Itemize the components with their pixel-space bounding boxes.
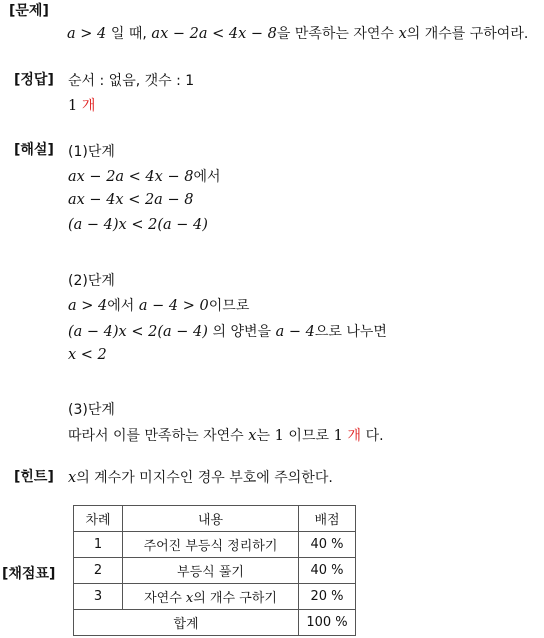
step2-line1-text1: 에서 (107, 298, 135, 314)
rubric-header-content: 내용 (123, 506, 299, 532)
problem-label: [문제] (9, 3, 49, 19)
step2-line1-math1: a > 4 (68, 298, 108, 314)
rubric-row-points: 20 % (299, 584, 356, 610)
rubric-row-step: 2 (74, 558, 123, 584)
hint-text (68, 467, 333, 487)
answer-label: [정답] (14, 72, 54, 88)
answer-number: 1 (68, 98, 78, 114)
step2-line2-math2: a − 4 (275, 324, 315, 340)
step2-title: (2)단계 (68, 273, 115, 289)
rubric-header-step: 차례 (74, 506, 123, 532)
problem-math-variable: x (398, 26, 407, 42)
step3-text-end: 다. (365, 428, 384, 444)
answer-line-order-count: 순서 : 없음, 갯수 : 1 (68, 73, 195, 89)
rubric-table (73, 505, 356, 636)
step2-line3: x < 2 (68, 347, 107, 363)
step1-line1-text: 에서 (193, 169, 221, 185)
problem-text-satisfying: 을 만족하는 자연수 (276, 26, 394, 42)
rubric-total-points: 100 % (299, 610, 356, 636)
hint-label: [힌트] (14, 469, 54, 485)
problem-math-condition: a > 4 (67, 26, 107, 42)
problem-math-inequality: ax − 2a < 4x − 8 (151, 26, 277, 42)
rubric-label: [채점표] (2, 566, 56, 582)
problem-statement (67, 23, 528, 43)
step3-text-therefore: 따라서 이를 만족하는 자연수 (68, 428, 244, 444)
step3-math-variable: x (248, 428, 257, 444)
step2-line2 (68, 321, 387, 341)
rubric-row-content: 부등식 풀기 (123, 558, 299, 584)
step3-line1 (68, 425, 384, 445)
step2-line1 (68, 295, 249, 315)
step3-text-so: 이므로 (288, 428, 329, 444)
rubric-row-points: 40 % (299, 558, 356, 584)
step1-line2: ax − 4x < 2a − 8 (68, 192, 194, 208)
explanation-label: [해설] (14, 142, 54, 158)
rubric-row (74, 584, 356, 610)
rubric-row-content (123, 584, 299, 610)
rubric-content-pre: 자연수 (144, 591, 182, 606)
step1-line3: (a − 4)x < 2(a − 4) (68, 217, 208, 233)
answer-unit: 개 (81, 98, 96, 114)
rubric-content-math: x (185, 591, 194, 606)
step1-line1 (68, 166, 221, 186)
step2-line1-math2: a − 4 > 0 (138, 298, 209, 314)
rubric-content-post: 의 개수 구하기 (193, 591, 277, 606)
step1-line1-math: ax − 2a < 4x − 8 (68, 169, 194, 185)
rubric-total-row (74, 610, 356, 636)
step3-number2: 1 (333, 428, 343, 444)
step3-text-is: 는 (256, 428, 270, 444)
step2-line2-math1: (a − 4)x < 2(a − 4) (68, 324, 208, 340)
rubric-row-step: 1 (74, 532, 123, 558)
step1-title: (1)단계 (68, 144, 115, 160)
rubric-row-content: 주어진 부등식 정리하기 (123, 532, 299, 558)
step2-line1-text2: 이므로 (208, 298, 250, 314)
rubric-row (74, 532, 356, 558)
rubric-header-row (74, 506, 356, 532)
problem-text-question: 의 개수를 구하여라. (406, 26, 529, 42)
rubric-total-label: 합계 (74, 610, 299, 636)
step3-unit: 개 (347, 428, 361, 444)
problem-text-when: 일 때, (110, 26, 147, 42)
hint-math-variable: x (68, 470, 77, 486)
rubric-row (74, 558, 356, 584)
rubric-row-step: 3 (74, 584, 123, 610)
hint-sentence: 의 계수가 미지수인 경우 부호에 주의한다. (76, 470, 333, 486)
answer-line-result (68, 95, 95, 115)
step3-title: (3)단계 (68, 402, 115, 418)
step2-line2-text2: 으로 나누면 (314, 324, 387, 340)
step2-line2-text1: 의 양변을 (212, 324, 272, 340)
step3-number1: 1 (274, 428, 284, 444)
rubric-header-points: 배점 (299, 506, 356, 532)
rubric-row-points: 40 % (299, 532, 356, 558)
